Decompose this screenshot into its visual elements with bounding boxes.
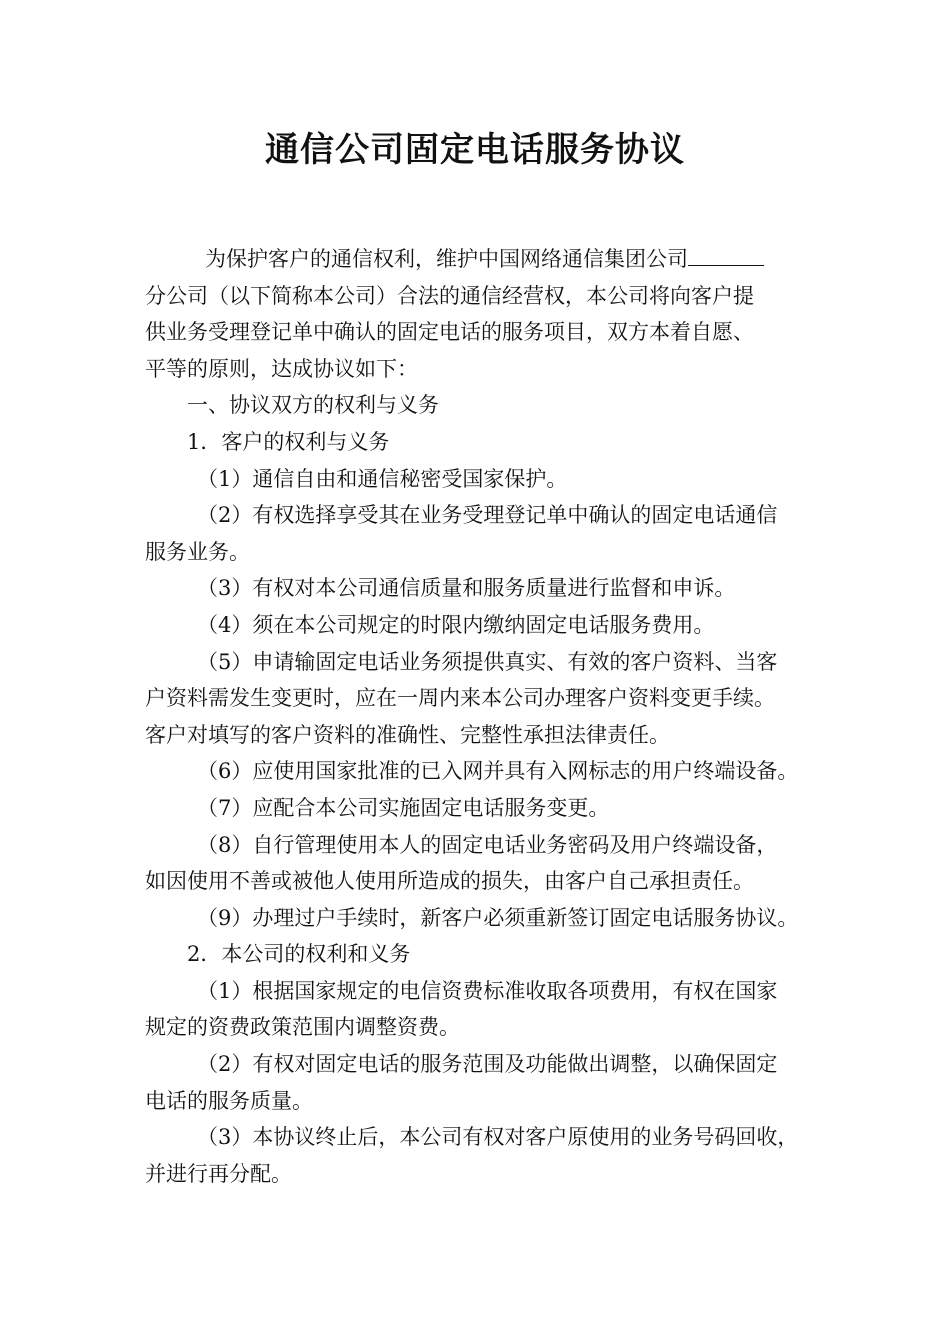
intro-line-2: 分公司（以下简称本公司）合法的通信经营权，本公司将向客户提 <box>145 283 754 308</box>
clause-line: （1）通信自由和通信秘密受国家保护。 <box>197 466 568 491</box>
clause-line: （4）须在本公司规定的时限内缴纳固定电话服务费用。 <box>197 612 715 637</box>
clause-line: 服务业务。 <box>145 539 250 564</box>
clause-line: 规定的资费政策范围内调整资费。 <box>145 1015 460 1040</box>
document-title: 通信公司固定电话服务协议 <box>265 130 685 170</box>
intro-line-3: 供业务受理登记单中确认的固定电话的服务项目，双方本着自愿、 <box>145 320 754 345</box>
intro-text-1: 为保护客户的通信权利，维护中国网络通信集团公司 <box>205 247 688 271</box>
clause-line: 并进行再分配。 <box>145 1161 292 1186</box>
clause-line: （3）有权对本公司通信质量和服务质量进行监督和申诉。 <box>197 576 736 601</box>
clause-line: 客户对填写的客户资料的准确性、完整性承担法律责任。 <box>145 722 670 747</box>
branch-name-blank <box>688 243 764 266</box>
document-body <box>145 241 815 1192</box>
clause-line: （7）应配合本公司实施固定电话服务变更。 <box>197 795 610 820</box>
clause-line: （2）有权选择享受其在业务受理登记单中确认的固定电话通信 <box>197 503 778 528</box>
intro-line-4: 平等的原则，达成协议如下： <box>145 356 418 381</box>
clause-line: （3）本协议终止后，本公司有权对客户原使用的业务号码回收， <box>197 1125 799 1150</box>
clause-line: 户资料需发生变更时，应在一周内来本公司办理客户资料变更手续。 <box>145 686 775 711</box>
subsection-heading-company: 2．本公司的权利和义务 <box>187 942 411 967</box>
clause-line: （2）有权对固定电话的服务范围及功能做出调整，以确保固定 <box>197 1052 778 1077</box>
section-heading: 一、协议双方的权利与义务 <box>187 393 439 418</box>
clause-line: （8）自行管理使用本人的固定电话业务密码及用户终端设备， <box>197 832 778 857</box>
clause-line: （6）应使用国家批准的已入网并具有入网标志的用户终端设备。 <box>197 759 799 784</box>
clause-line: （5）申请输固定电话业务须提供真实、有效的客户资料、当客 <box>197 649 778 674</box>
clause-line: 如因使用不善或被他人使用所造成的损失，由客户自己承担责任。 <box>145 869 754 894</box>
subsection-heading-customer: 1．客户的权利与义务 <box>187 429 390 454</box>
intro-line-1 <box>145 241 815 278</box>
clause-line: （1）根据国家规定的电信资费标准收取各项费用，有权在国家 <box>197 978 778 1003</box>
clause-line: 电话的服务质量。 <box>145 1088 313 1113</box>
clause-line: （9）办理过户手续时，新客户必须重新签订固定电话服务协议。 <box>197 905 799 930</box>
